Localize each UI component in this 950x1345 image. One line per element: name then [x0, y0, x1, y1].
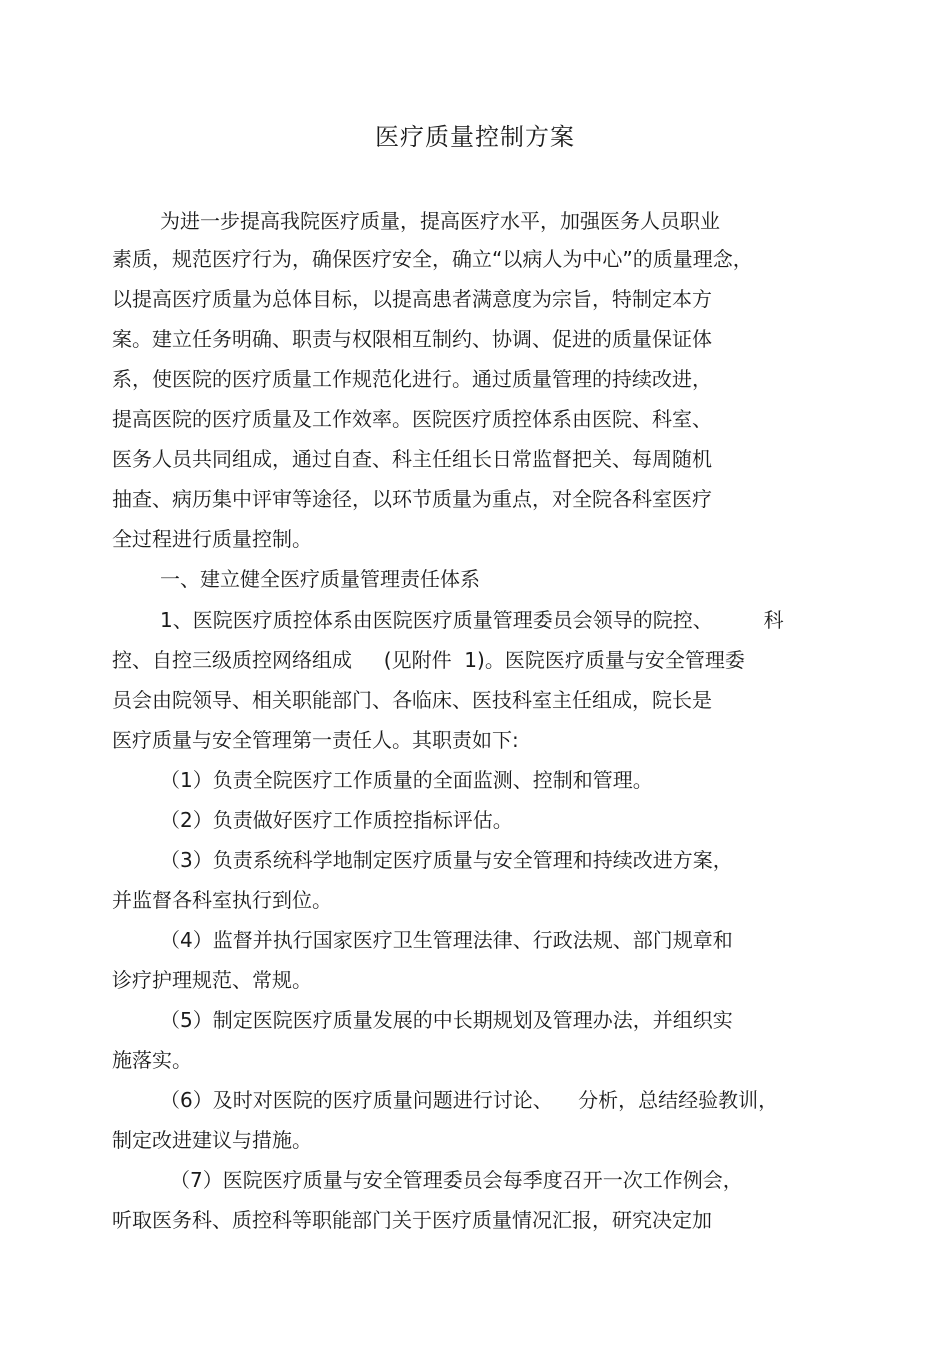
- list-item: （6）及时对医院的医疗质量问题进行讨论、 分析，总结经验教训，: [160, 1088, 779, 1112]
- list-item-continuation: 并监督各科室执行到位。: [112, 888, 332, 912]
- list-item: （1）负责全院医疗工作质量的全面监测、控制和管理。: [160, 768, 653, 792]
- paragraph-line: 员会由院领导、相关职能部门、各临床、医技科室主任组成，院长是: [112, 688, 712, 712]
- list-item: （7）医院医疗质量与安全管理委员会每季度召开一次工作例会，: [170, 1168, 743, 1192]
- paragraph-line: 医疗质量与安全管理第一责任人。其职责如下:: [112, 728, 519, 752]
- paragraph-line: 1、医院医疗质控体系由医院医疗质量管理委员会领导的院控、 科: [160, 608, 784, 632]
- list-item: （2）负责做好医疗工作质控指标评估。: [160, 808, 513, 832]
- paragraph-line: 案。建立任务明确、职责与权限相互制约、协调、促进的质量保证体: [112, 327, 712, 351]
- paragraph-line: 抽查、病历集中评审等途径，以环节质量为重点，对全院各科室医疗: [112, 487, 712, 511]
- paragraph-line: 为进一步提高我院医疗质量，提高医疗水平，加强医务人员职业: [160, 209, 720, 233]
- paragraph-line: 提高医院的医疗质量及工作效率。医院医疗质控体系由医院、科室、: [112, 407, 712, 431]
- section-heading: 一、建立健全医疗质量管理责任体系: [160, 567, 480, 591]
- list-item: （5）制定医院医疗质量发展的中长期规划及管理办法，并组织实: [160, 1008, 733, 1032]
- list-item-continuation: 施落实。: [112, 1048, 192, 1072]
- list-item: （4）监督并执行国家医疗卫生管理法律、行政法规、部门规章和: [160, 928, 733, 952]
- paragraph-line: 系，使医院的医疗质量工作规范化进行。通过质量管理的持续改进，: [112, 367, 712, 391]
- list-item: （3）负责系统科学地制定医疗质量与安全管理和持续改进方案，: [160, 848, 733, 872]
- paragraph-line: 医务人员共同组成，通过自查、科主任组长日常监督把关、每周随机: [112, 447, 712, 471]
- paragraph-line: 全过程进行质量控制。: [112, 527, 312, 551]
- page-title: 医疗质量控制方案: [375, 123, 575, 151]
- paragraph-line: 素质，规范医疗行为，确保医疗安全，确立“以病人为中心”的质量理念，: [112, 247, 753, 271]
- paragraph-line: 控、自控三级质控网络组成 (见附件 1)。医院医疗质量与安全管理委: [112, 648, 745, 672]
- list-item-continuation: 诊疗护理规范、常规。: [112, 968, 312, 992]
- list-item-continuation: 制定改进建议与措施。: [112, 1128, 312, 1152]
- list-item-continuation: 听取医务科、质控科等职能部门关于医疗质量情况汇报，研究决定加: [112, 1208, 712, 1232]
- paragraph-line: 以提高医疗质量为总体目标，以提高患者满意度为宗旨，特制定本方: [112, 287, 712, 311]
